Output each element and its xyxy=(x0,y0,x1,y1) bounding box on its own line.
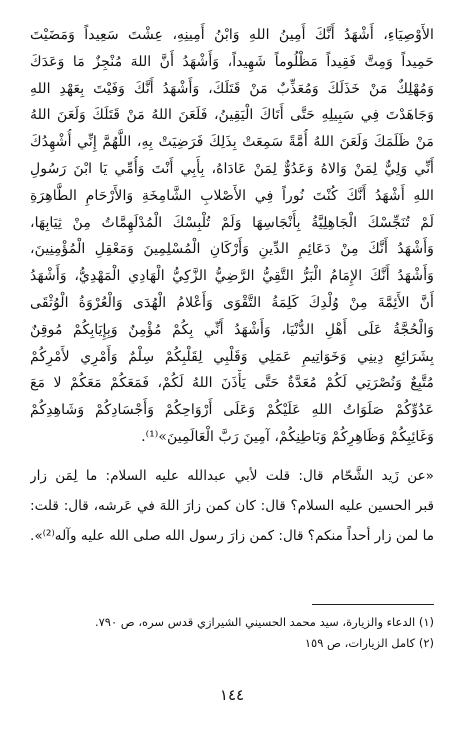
text-line: عَدُوِّكُمْ صَلَوَاتُ اللهِ عَلَيْكُمْ وَعَلَى أَرْوَاحِكُمْ وَأَجْسَادِكُمْ وَشَاهِدِكُمْ xyxy=(30,402,434,419)
book-page xyxy=(30,22,434,722)
footnote-divider xyxy=(312,604,434,605)
narration-paragraph xyxy=(30,461,434,551)
text-line: أَنَّ الأَئِمَّةَ مِنْ وُلْدِكَ كَلِمَةُ التَّقْوَى وَأَعْلامُ الْهُدَى وَالْعُرْوَةُ الْوُثْقَى xyxy=(30,294,434,311)
text-line: اللهِ أَشْهَدُ أَنَّكَ كُنْتَ نُوراً فِي الأَصْلابِ الشَّامِخَةِ وَالأَرْحَامِ الطَّاهِرَةِ xyxy=(30,187,434,204)
text-line: وَأَشْهَدُ أَنَّكَ مِنْ دَعَائِمِ الدِّينِ وَأَرْكَانِ الْمُسْلِمِينَ وَمَعْقِلِ الْمُؤْمِنِينَ، xyxy=(30,241,434,258)
text-line: وَجَاهَدْتَ فِي سَبِيلِهِ حَتَّى أَتَاكَ الْيَقِينُ، فَلَعَنَ اللهُ مَنْ قَتَلَكَ وَلَعَنَ اللهُ xyxy=(30,107,434,124)
supplication-text xyxy=(30,22,434,451)
text-line: مُتَّبِعٌ وَنُصْرَتِي لَكُمْ مُعَدَّةٌ حَتَّى يَأْذَنَ اللهُ لَكُمْ، فَمَعَكُمْ مَعَكُمْ لا مَعَ xyxy=(30,375,434,392)
narration-line: قبر الحسين عليه السلام؟ قال: كان كمن زارَ اللهَ في عَرشه، قال: قلت: xyxy=(30,497,434,514)
narration-line: ما لمن زار أحداً منكم؟ قال: كمن زارَ رسول الله صلى الله عليه وآله⁽²⁾». xyxy=(30,527,434,544)
text-line: وَمُهْلِكٌ مَنْ خَذَلَكَ وَمُعَذِّبٌ مَنْ قَتَلَكَ، وَأَشْهَدُ أَنَّكَ وَفَيْتَ بِعَهْدِ اللهِ xyxy=(30,80,434,97)
text-line: وَغَائِبِكُمْ وَظَاهِرِكُمْ وَبَاطِنِكُمْ، آمِينَ رَبَّ الْعَالَمِينَ»⁽¹⁾. xyxy=(141,428,434,445)
footnote-2: (٢) كامل الزيارات، ص ١٥٩ xyxy=(304,636,434,650)
text-line: وَأَشْهَدُ أَنَّكَ الإِمَامُ الْبَرُّ التَّقِيُّ الرَّضِيُّ الزَّكِيُّ الْهَادِي الْمَهْدِيُّ، وَأَشْهَدُ xyxy=(30,268,434,285)
text-line: أَنِّي وَلِيٌّ لِمَنْ وَالاهُ وَعَدُوٌّ لِمَنْ عَادَاهُ، بِأَبِي أَنْتَ وَأُمِّي يَا ابْنَ رَسُولِ xyxy=(30,160,434,177)
footnote-1: (١) الدعاء والزيارة، سيد محمد الحسيني الشيرازي قدس سره، ص ٧٩٠. xyxy=(94,615,434,629)
footnotes xyxy=(30,612,434,654)
text-line: لَمْ تُنَجِّسْكَ الْجَاهِلِيَّةُ بِأَنْجَاسِهَا وَلَمْ تُلْبِسْكَ الْمُدْلَهِمَّاتُ مِنْ ثِيَابِهَا، xyxy=(30,214,434,231)
text-line: الأَوْصِيَاءِ، أَشْهَدُ أَنَّكَ أَمِينُ اللهِ وَابْنُ أَمِينِهِ، عِشْتَ سَعِيداً وَمَضَيْتَ xyxy=(30,27,434,43)
text-line: بِشَرَائِعِ دِينِي وَخَوَاتِيمِ عَمَلِي وَقَلْبِي لِقَلْبِكُمْ سِلْمٌ وَأَمْرِي لأَمْرِكُمْ xyxy=(30,348,434,365)
narration-line: «عن زَيد الشَّحّام قال: قلت لأبي عبدالله عليه السلام: ما لِمَن زار xyxy=(30,467,434,484)
text-line: حَمِيداً وَمِتَّ فَقِيداً مَظْلُوماً شَهِيداً، وَأَشْهَدُ أَنَّ اللهَ مُنْجِزٌ مَا وَعَدَكَ xyxy=(30,53,434,70)
page-number: ١٤٤ xyxy=(219,686,245,704)
text-line: وَالْحُجَّةُ عَلَى أَهْلِ الدُّنْيَا، وَأَشْهَدُ أَنِّي بِكُمْ مُؤْمِنٌ وَبِإِيَابِكُمْ مُوقِنٌ xyxy=(30,321,434,338)
text-line: مَنْ ظَلَمَكَ وَلَعَنَ اللهُ أُمَّةً سَمِعَتْ بِذَلِكَ فَرَضِيَتْ بِهِ، اللَّهُمَّ إِنِّي أُشْهِدُكَ xyxy=(30,134,434,151)
